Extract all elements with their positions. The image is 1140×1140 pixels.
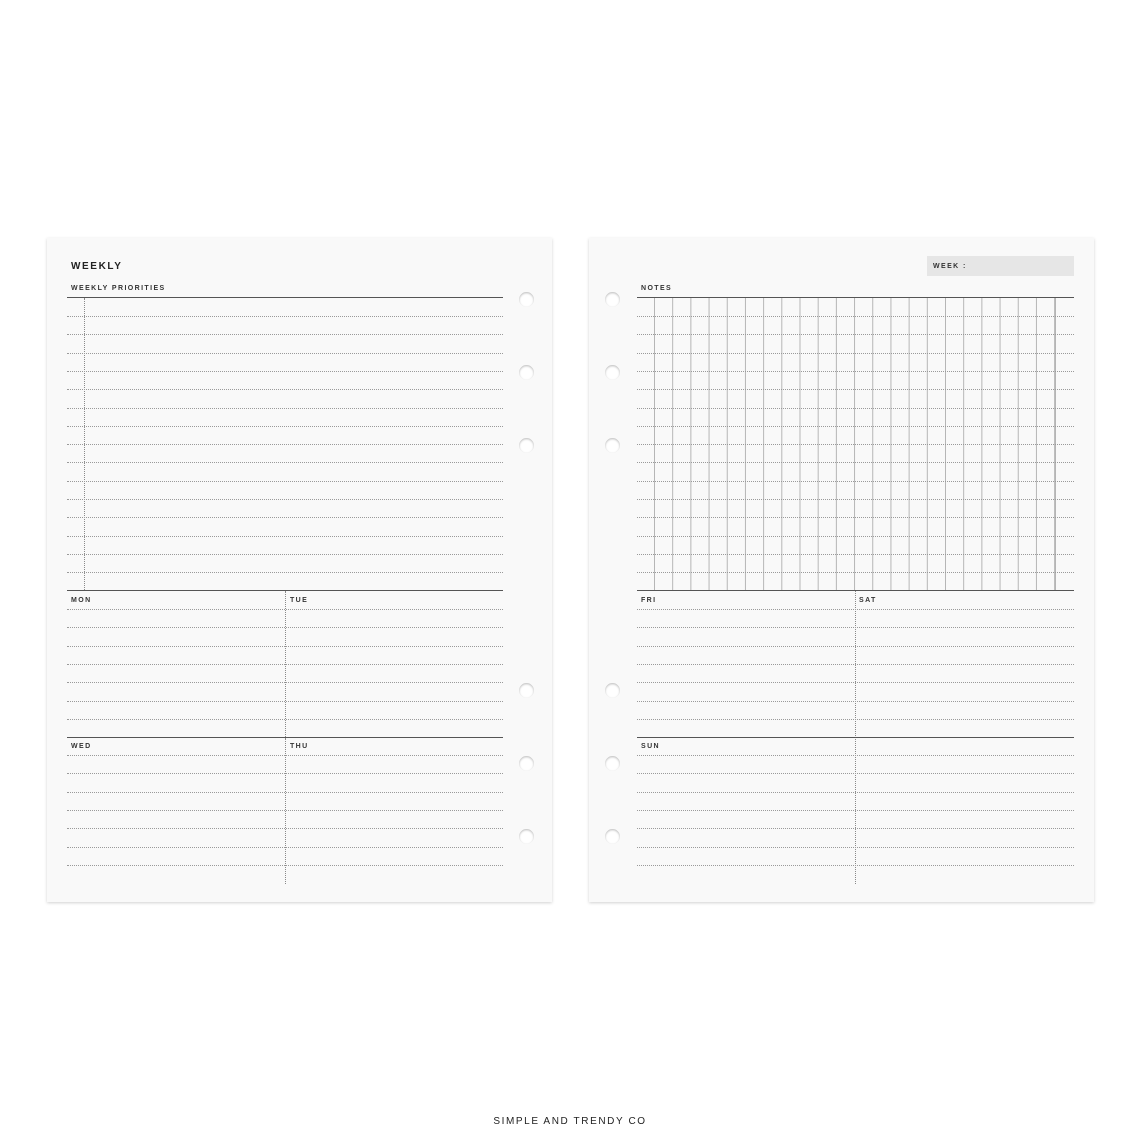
- writing-line: [637, 828, 1074, 829]
- writing-line: [67, 828, 503, 829]
- writing-line: [637, 865, 1074, 866]
- writing-line: [637, 572, 1074, 573]
- day-label-thu: THU: [290, 743, 309, 750]
- writing-line: [637, 408, 1074, 409]
- writing-line: [637, 810, 1074, 811]
- writing-line: [637, 627, 1074, 628]
- writing-line: [67, 554, 503, 555]
- writing-line: [67, 682, 503, 683]
- writing-line: [637, 773, 1074, 774]
- brand-footer: SIMPLE AND TRENDY CO: [493, 1116, 647, 1127]
- sun-top-rule: [637, 737, 1074, 738]
- writing-line: [67, 536, 503, 537]
- planner-page-left: [47, 238, 552, 902]
- writing-line: [637, 517, 1074, 518]
- writing-line: [637, 499, 1074, 500]
- binder-hole: [519, 683, 534, 698]
- writing-line: [637, 353, 1074, 354]
- binder-hole: [605, 756, 620, 771]
- binder-hole: [605, 438, 620, 453]
- week-number-box[interactable]: [927, 256, 1074, 276]
- writing-line: [637, 755, 1074, 756]
- wed-thu-divider: [285, 738, 286, 884]
- writing-line: [67, 719, 503, 720]
- writing-line: [67, 353, 503, 354]
- writing-line: [67, 755, 503, 756]
- writing-line: [637, 444, 1074, 445]
- writing-line: [67, 627, 503, 628]
- writing-line: [637, 371, 1074, 372]
- writing-line: [67, 847, 503, 848]
- writing-line: [637, 719, 1074, 720]
- writing-line: [637, 462, 1074, 463]
- writing-line: [637, 389, 1074, 390]
- day-label-sun: SUN: [641, 743, 660, 750]
- writing-line: [67, 371, 503, 372]
- writing-line: [67, 426, 503, 427]
- writing-line: [67, 572, 503, 573]
- writing-line: [67, 646, 503, 647]
- writing-line: [637, 609, 1074, 610]
- binder-hole: [605, 829, 620, 844]
- planner-page-right: [589, 238, 1094, 902]
- day-label-wed: WED: [71, 743, 92, 750]
- writing-line: [67, 792, 503, 793]
- day-label-mon: MON: [71, 597, 92, 604]
- day-label-fri: FRI: [641, 597, 657, 604]
- writing-line: [67, 389, 503, 390]
- writing-line: [637, 682, 1074, 683]
- day-label-tue: TUE: [290, 597, 309, 604]
- binder-hole: [605, 292, 620, 307]
- binder-hole: [605, 365, 620, 380]
- writing-line: [67, 462, 503, 463]
- writing-line: [637, 847, 1074, 848]
- binder-hole: [605, 683, 620, 698]
- writing-line: [67, 701, 503, 702]
- writing-line: [637, 554, 1074, 555]
- writing-line: [67, 609, 503, 610]
- page-title: WEEKLY: [71, 261, 123, 272]
- writing-line: [67, 865, 503, 866]
- binder-hole: [519, 756, 534, 771]
- writing-line: [637, 426, 1074, 427]
- week-label: WEEK :: [933, 263, 967, 270]
- writing-line: [637, 316, 1074, 317]
- binder-hole: [519, 438, 534, 453]
- writing-line: [67, 810, 503, 811]
- writing-line: [637, 334, 1074, 335]
- writing-line: [637, 792, 1074, 793]
- writing-line: [637, 664, 1074, 665]
- writing-line: [637, 481, 1074, 482]
- binder-hole: [519, 292, 534, 307]
- writing-line: [637, 536, 1074, 537]
- writing-line: [67, 316, 503, 317]
- writing-line: [67, 444, 503, 445]
- binder-hole: [519, 365, 534, 380]
- priorities-top-rule: [67, 297, 503, 298]
- notes-label: NOTES: [641, 285, 673, 292]
- writing-line: [67, 517, 503, 518]
- binder-hole: [519, 829, 534, 844]
- day-label-sat: SAT: [859, 597, 877, 604]
- writing-line: [67, 664, 503, 665]
- writing-line: [637, 701, 1074, 702]
- writing-line: [67, 499, 503, 500]
- writing-line: [67, 481, 503, 482]
- writing-line: [637, 646, 1074, 647]
- writing-line: [67, 408, 503, 409]
- writing-line: [67, 773, 503, 774]
- writing-line: [67, 334, 503, 335]
- weekly-priorities-label: WEEKLY PRIORITIES: [71, 285, 166, 292]
